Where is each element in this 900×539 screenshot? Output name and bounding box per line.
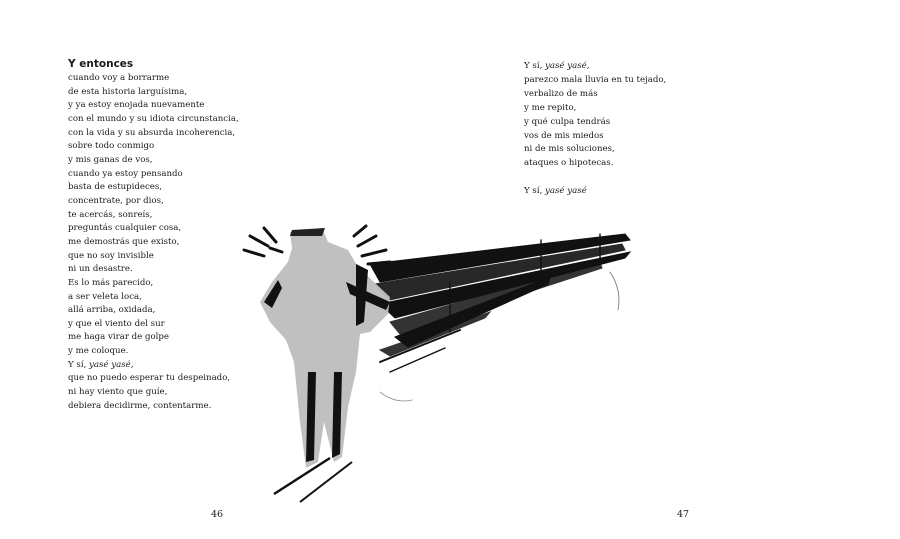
poem-line: preguntás cualquier cosa, bbox=[68, 223, 182, 234]
stanza-gap bbox=[524, 171, 724, 185]
wind-streaks bbox=[370, 234, 630, 401]
poem-line-italic: yasé yasé bbox=[545, 186, 587, 197]
poem-line: con la vida y su absurda incoherencia, bbox=[68, 127, 236, 138]
poem-line: y me repito, bbox=[524, 102, 577, 113]
wisp-2 bbox=[380, 392, 412, 401]
poem-line: que no soy invisible bbox=[68, 250, 154, 261]
poem-line: ni un desastre. bbox=[68, 264, 133, 275]
poem-line: te acercás, sonreís, bbox=[68, 209, 153, 220]
poem-line-italic: yasé yasé, bbox=[89, 359, 134, 370]
figure-shadow-2 bbox=[300, 462, 352, 502]
poem-line: concentrate, por dios, bbox=[68, 195, 164, 206]
poem-line: me haga virar de golpe bbox=[68, 332, 169, 343]
poem-line: y me coloque. bbox=[68, 346, 129, 357]
poem-line: debiera decidirme, contentarme. bbox=[68, 400, 212, 411]
poem-line: a ser veleta loca, bbox=[68, 291, 142, 302]
poem-line: ni de mis soluciones, bbox=[524, 144, 615, 155]
poem-line-prefix: Y sí, bbox=[524, 61, 546, 71]
illustration-svg bbox=[230, 222, 640, 512]
poem-line bbox=[524, 185, 724, 199]
poem-line: vos de mis miedos bbox=[524, 130, 604, 141]
poem-right bbox=[524, 60, 724, 199]
poem-line: ataques o hipotecas. bbox=[524, 158, 614, 169]
poem-line: sobre todo conmigo bbox=[68, 141, 155, 152]
poem-line: cuando voy a borrarme bbox=[68, 73, 170, 83]
stanza-1 bbox=[524, 60, 724, 171]
poem-line: Es lo más parecido, bbox=[68, 277, 154, 288]
poem-line: basta de estupideces, bbox=[68, 182, 163, 193]
wisp-1 bbox=[610, 272, 619, 310]
poem-line: me demostrás que existo, bbox=[68, 236, 180, 247]
poem-line-italic: yasé yasé, bbox=[545, 61, 590, 71]
figure-shadow-1 bbox=[274, 458, 330, 494]
poem-line: con el mundo y su idiota circunstancia, bbox=[68, 113, 239, 124]
poem-line: verbalizo de más bbox=[524, 88, 598, 99]
ink-drawing-figure-illustration bbox=[230, 222, 640, 512]
poem-line: y qué culpa tendrás bbox=[524, 116, 611, 127]
poem-line: ni hay viento que guíe, bbox=[68, 387, 168, 398]
page-number-left: 46 bbox=[211, 509, 224, 520]
figure-head bbox=[290, 228, 325, 236]
poem-line: parezco mala lluvia en tu tejado, bbox=[524, 74, 667, 85]
poem-line: cuando ya estoy pensando bbox=[68, 168, 183, 179]
poem-line: que no puedo esperar tu despeinado, bbox=[68, 373, 231, 384]
poem-line-prefix: Y sí, bbox=[524, 186, 546, 197]
poem-line: de esta historia larguísima, bbox=[68, 86, 188, 97]
poem-line: y que el viento del sur bbox=[68, 318, 165, 329]
poem-line: allá arriba, oxidada, bbox=[68, 305, 156, 316]
poem-line-prefix: Y sí, bbox=[68, 359, 90, 370]
poem-title: Y entonces bbox=[68, 58, 134, 70]
poem-line: y mis ganas de vos, bbox=[68, 154, 153, 165]
poem-line: y ya estoy enojada nuevamente bbox=[68, 100, 205, 111]
page-number-right: 47 bbox=[677, 509, 690, 520]
figure bbox=[260, 228, 390, 502]
stanza-2 bbox=[524, 185, 724, 199]
poem-line bbox=[524, 60, 724, 74]
